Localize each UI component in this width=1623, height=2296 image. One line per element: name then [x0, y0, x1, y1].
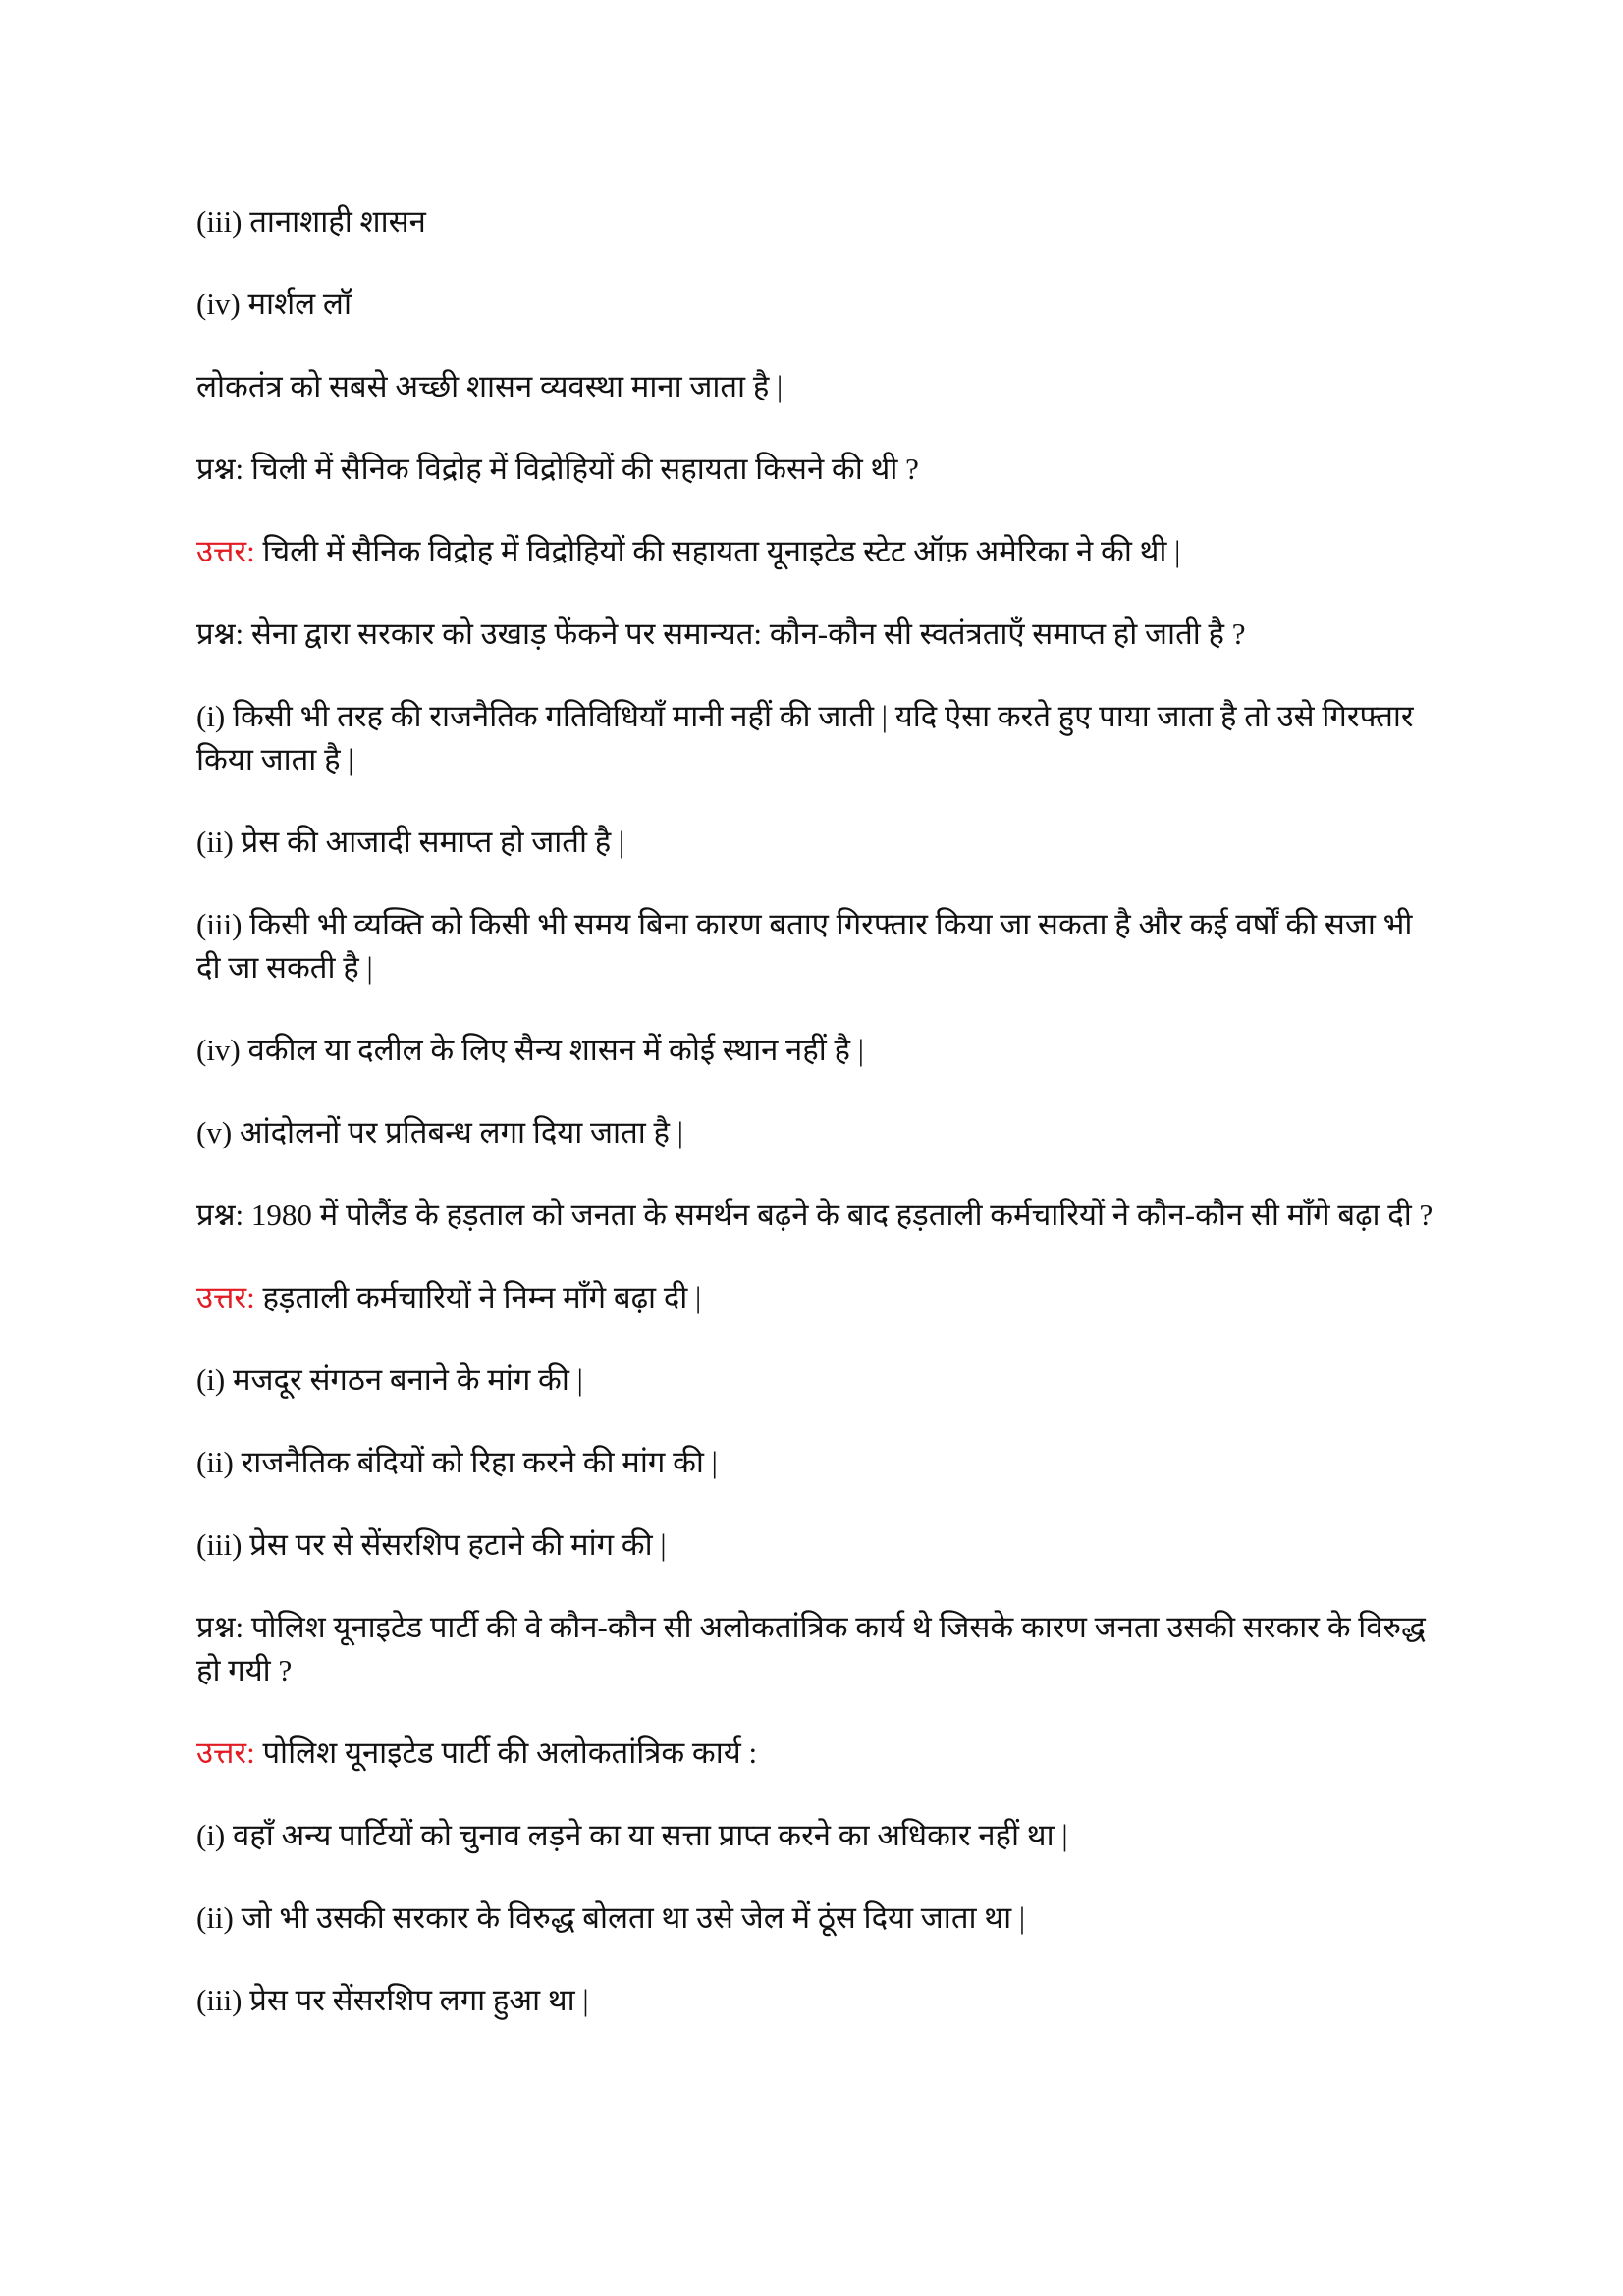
- paragraph-text: (iii) तानाशाही शासन: [196, 204, 426, 239]
- text-paragraph: [196, 1979, 1443, 2022]
- text-paragraph: [196, 1029, 1443, 1072]
- text-paragraph: [196, 1111, 1443, 1154]
- text-paragraph: [196, 283, 1443, 326]
- text-paragraph: [196, 1523, 1443, 1567]
- paragraph-text: प्रश्न: चिली में सैनिक विद्रोह में विद्रोहियों की सहायता किसने की थी ?: [196, 452, 919, 486]
- paragraph-text: (i) वहाँ अन्य पार्टियों को चुनाव लड़ने का या सत्ता प्राप्त करने का अधिकार नहीं था |: [196, 1818, 1068, 1852]
- paragraph-text: हड़ताली कर्मचारियों ने निम्न माँगे बढ़ा दी |: [254, 1280, 702, 1314]
- paragraph-text: (iv) मार्शल लॉ: [196, 287, 352, 321]
- paragraph-text: (iii) प्रेस पर सेंसरशिप लगा हुआ था |: [196, 1983, 589, 2017]
- answer-label: उत्तर:: [196, 1280, 255, 1314]
- paragraph-text: पोलिश यूनाइटेड पार्टी की अलोकतांत्रिक कार्य :: [254, 1735, 758, 1770]
- paragraph-text: (ii) राजनैतिक बंदियों को रिहा करने की मांग की |: [196, 1445, 718, 1479]
- answer-label: उत्तर:: [196, 534, 255, 568]
- answer-paragraph: [196, 1276, 1443, 1319]
- text-paragraph: [196, 365, 1443, 408]
- paragraph-text: (v) आंदोलनों पर प्रतिबन्ध लगा दिया जाता है |: [196, 1115, 683, 1149]
- text-paragraph: [196, 821, 1443, 864]
- paragraph-text: (iv) वकील या दलील के लिए सैन्य शासन में कोई स्थान नहीं है |: [196, 1033, 864, 1067]
- paragraph-text: (iii) किसी भी व्यक्ति को किसी भी समय बिना कारण बताए गिरफ्तार किया जा सकता है और कई वर्षों की सजा भी दी जा सकती है |: [196, 907, 1413, 985]
- paragraph-text: (ii) प्रेस की आजादी समाप्त हो जाती है |: [196, 825, 625, 859]
- paragraph-text: प्रश्न: 1980 में पोलैंड के हड़ताल को जनता के समर्थन बढ़ने के बाद हड़ताली कर्मचारियों ने कौन-कौन सी माँगे बढ़ा दी ?: [196, 1198, 1434, 1232]
- paragraph-text: (ii) जो भी उसकी सरकार के विरुद्ध बोलता था उसे जेल में ठूंस दिया जाता था |: [196, 1900, 1026, 1935]
- text-paragraph: [196, 448, 1443, 491]
- paragraph-text: प्रश्न: पोलिश यूनाइटेड पार्टी की वे कौन-कौन सी अलोकतांत्रिक कार्य थे जिसके कारण जनता उसकी सरकार के विरुद्ध हो गयी ?: [196, 1610, 1426, 1687]
- answer-paragraph: [196, 530, 1443, 573]
- paragraph-text: चिली में सैनिक विद्रोह में विद्रोहियों की सहायता यूनाइटेड स्टेट ऑफ़ अमेरिका ने की थी |: [254, 534, 1181, 568]
- text-paragraph: [196, 1441, 1443, 1484]
- paragraph-text: (i) मजदूर संगठन बनाने के मांग की |: [196, 1362, 583, 1397]
- text-paragraph: [196, 613, 1443, 656]
- text-paragraph: [196, 1814, 1443, 1857]
- text-paragraph: [196, 1194, 1443, 1237]
- text-paragraph: [196, 903, 1443, 989]
- answer-label: उत्तर:: [196, 1735, 255, 1770]
- text-paragraph: [196, 1606, 1443, 1692]
- text-paragraph: [196, 695, 1443, 781]
- paragraph-text: (iii) प्रेस पर से सेंसरशिप हटाने की मांग की |: [196, 1527, 667, 1562]
- paragraph-text: लोकतंत्र को सबसे अच्छी शासन व्यवस्था माना जाता है |: [196, 369, 784, 403]
- text-paragraph: [196, 1359, 1443, 1402]
- paragraph-text: (i) किसी भी तरह की राजनैतिक गतिविधियाँ मानी नहीं की जाती | यदि ऐसा करते हुए पाया जाता है तो उसे गिरफ्तार किया जाता है |: [196, 699, 1414, 776]
- text-paragraph: [196, 1896, 1443, 1940]
- paragraph-text: प्रश्न: सेना द्वारा सरकार को उखाड़ फेंकने पर समान्यत: कौन-कौन सी स्वतंत्रताएँ समाप्त हो जाती है ?: [196, 616, 1246, 651]
- answer-paragraph: [196, 1732, 1443, 1775]
- document-page: [196, 200, 1443, 2061]
- text-paragraph: [196, 200, 1443, 243]
